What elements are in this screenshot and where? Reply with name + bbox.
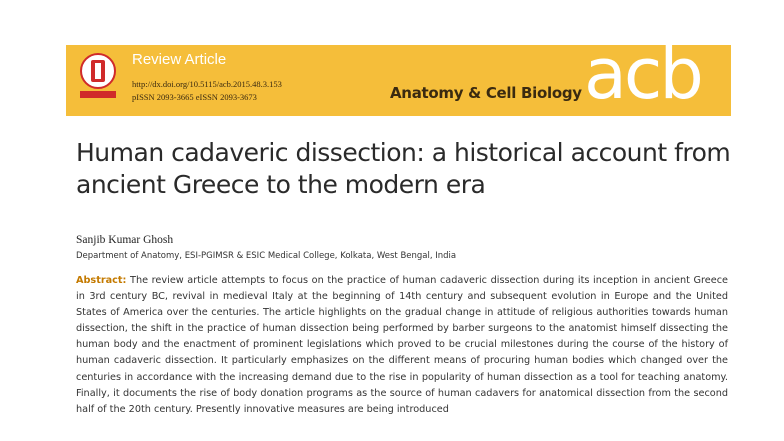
article-title: Human cadaveric dissection: a historical account from ancient Greece to the modern era — [76, 138, 731, 199]
author-name: Sanjib Kumar Ghosh — [76, 234, 174, 246]
issn-text: pISSN 2093-3665 eISSN 2093-3673 — [132, 92, 257, 102]
abstract-text: The review article attempts to focus on the practice of human cadaveric dissection during its inception in ancient Greece in 3rd century BC, revival in medieval Italy at the beginning of 14th century and subsequent evolution in Europe and the United States of America over the centuries. The article highlights on the gradual change in attitude of religious authorities towards human dissection, the shift in the practice of human dissection being performed by barber surgeons to the anatomist himself dissecting the human body and the enactment of prominent legislations which proved to be crucial milestones during the course of the history of human cadaveric dissection. It particularly emphasizes on the different means of procuring human bodies which changed over the centuries in accordance with the increasing demand due to the rise in popularity of human dissection as a tool for teaching anatomy. Finally, it documents the rise of body donation programs as the source of human cadavers for anatomical dissection from the second half of the 20th century. Presently innovative measures are being introduced — [76, 275, 728, 415]
crossmark-logo[interactable] — [78, 51, 118, 103]
doi-link[interactable]: http://dx.doi.org/10.5115/acb.2015.48.3.153 — [132, 79, 282, 89]
journal-banner — [66, 33, 731, 116]
journal-logo-acb: acb — [584, 33, 701, 115]
journal-name: Anatomy & Cell Biology — [390, 84, 582, 102]
author-affiliation: Department of Anatomy, ESI-PGIMSR & ESIC Medical College, Kolkata, West Bengal, India — [76, 251, 457, 261]
article-type: Review Article — [132, 51, 227, 68]
abstract-label: Abstract: — [76, 275, 127, 286]
abstract — [76, 273, 728, 418]
